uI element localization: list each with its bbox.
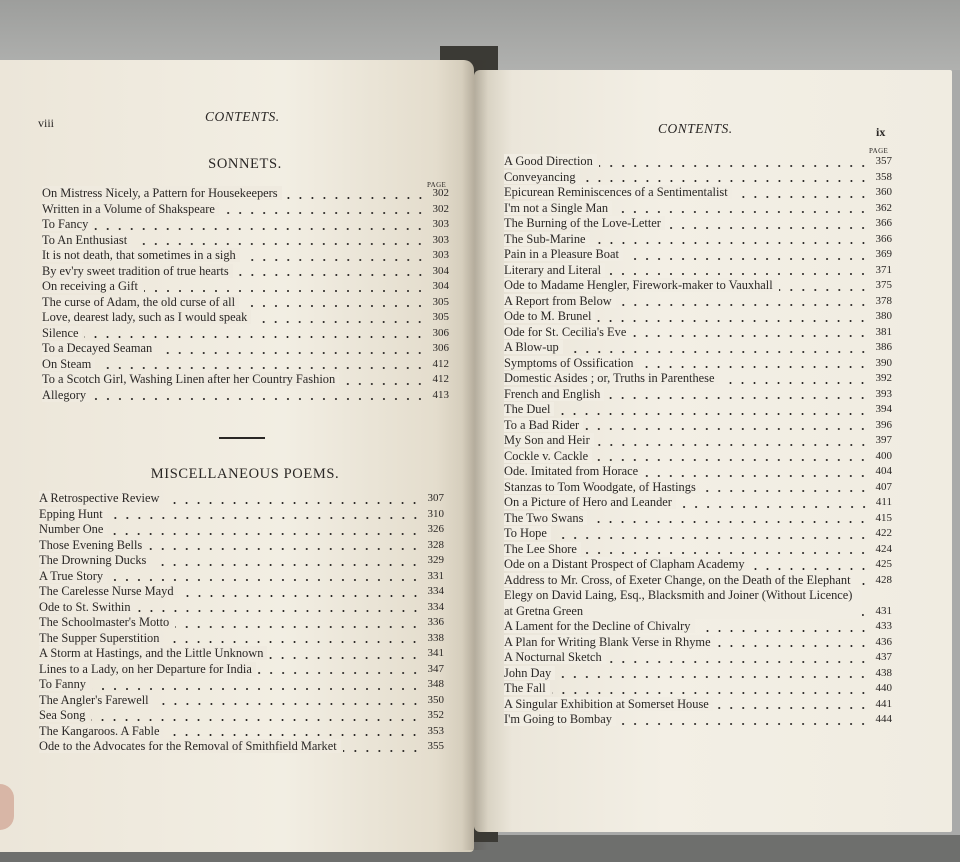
toc-entry <box>504 402 892 418</box>
toc-entry-title: Elegy on David Laing, Esq., Blacksmith and Joiner (Without Licence) at Gretna Green <box>504 588 862 619</box>
toc-entry-page: 347 <box>427 662 444 675</box>
toc-entry <box>42 248 449 264</box>
toc-entry-page: 305 <box>432 295 449 308</box>
toc-entry-page: 306 <box>432 326 449 339</box>
toc-entry <box>42 217 449 233</box>
dot-leader <box>221 212 426 214</box>
toc-entry <box>42 357 449 373</box>
toc-entry-page: 329 <box>427 554 444 566</box>
toc-entry-title: Ode. Imitated from Horace <box>504 464 642 478</box>
dot-leader <box>639 366 869 368</box>
dot-leader <box>678 506 870 508</box>
toc-entry-page: 353 <box>427 724 444 737</box>
toc-entry-title: Ode to Madame Hengler, Firework-maker to Vauxhall <box>504 278 777 292</box>
toc-entry <box>504 697 892 713</box>
dot-leader <box>175 626 421 628</box>
toc-entry-page: 424 <box>875 542 892 555</box>
toc-entry-title: Epicurean Reminiscences of a Sentimentalist <box>504 185 732 199</box>
toc-entry-page: 328 <box>427 538 444 551</box>
toc-entry-title: Ode for St. Cecilia's Eve <box>504 325 630 339</box>
toc-entry-page: 350 <box>427 693 444 706</box>
toc-entry <box>39 646 444 662</box>
toc-entry-title: The Supper Superstition <box>39 631 163 645</box>
toc-entry-title: To a Decayed Seaman <box>42 341 156 355</box>
toc-entry <box>504 449 892 465</box>
toc-entry-title: Symptoms of Ossification <box>504 356 637 370</box>
dot-leader <box>343 750 421 752</box>
toc-entry <box>504 557 892 573</box>
toc-entry <box>504 294 892 310</box>
page-number-left: viii <box>38 116 55 130</box>
dot-leader <box>597 320 869 322</box>
toc-entry-title: The Duel <box>504 402 554 416</box>
dot-leader <box>180 595 421 597</box>
toc-entry-title: Stanzas to Tom Woodgate, of Hastings <box>504 480 700 494</box>
toc-entry-page: 390 <box>875 356 892 369</box>
toc-entry-title: The Angler's Farewell <box>39 693 153 707</box>
toc-entry <box>504 278 892 294</box>
toc-entry-page: 422 <box>875 527 892 539</box>
toc-entry-title: Address to Mr. Cross, of Exeter Change, on the Death of the Elephant <box>504 573 855 587</box>
toc-entry <box>504 154 892 170</box>
toc-entry-page: 381 <box>875 325 892 338</box>
toc-entry <box>42 295 449 311</box>
dot-leader <box>734 196 869 198</box>
toc-entry-page: 338 <box>427 631 444 644</box>
toc-entry-title: To Hope <box>504 526 551 540</box>
toc-entry-page: 444 <box>875 713 892 725</box>
left-page <box>0 60 474 852</box>
toc-entry-page: 302 <box>432 202 449 215</box>
toc-entry-page: 304 <box>432 280 449 292</box>
toc-entry-title: Sea Song <box>39 708 89 722</box>
toc-entry-page: 334 <box>427 585 444 597</box>
dot-leader <box>253 321 426 323</box>
toc-entry <box>504 464 892 480</box>
toc-entry <box>39 693 444 709</box>
dot-leader <box>158 352 426 354</box>
toc-entry-title: To Fanny <box>39 677 90 691</box>
toc-entry-page: 302 <box>432 187 449 199</box>
dot-leader <box>582 180 869 182</box>
toc-entry <box>42 202 449 218</box>
toc-entry <box>504 356 892 372</box>
toc-entry-page: 357 <box>875 155 892 167</box>
toc-entry <box>42 186 449 202</box>
toc-entry-page: 437 <box>875 651 892 663</box>
toc-entry <box>504 418 892 434</box>
toc-entry <box>504 216 892 232</box>
dot-leader <box>583 552 869 554</box>
toc-entry-title: Conveyancing <box>504 170 580 184</box>
dot-leader <box>667 227 869 229</box>
contents-list-right <box>504 154 892 728</box>
dot-leader <box>625 258 869 260</box>
toc-entry-title: The Carelesse Nurse Mayd <box>39 584 178 598</box>
toc-entry <box>39 538 444 554</box>
toc-entry-title: To An Enthusiast <box>42 233 131 247</box>
toc-entry-title: Written in a Volume of Shakspeare <box>42 202 219 216</box>
dot-leader <box>284 197 426 199</box>
dot-leader <box>269 657 421 659</box>
toc-entry-page: 358 <box>875 170 892 183</box>
toc-entry-title: To a Scotch Girl, Washing Linen after her Country Fashion <box>42 372 339 386</box>
dot-leader <box>155 703 421 705</box>
toc-entry-page: 303 <box>432 218 449 230</box>
toc-entry-title: A Retrospective Review <box>39 491 163 505</box>
toc-entry-title: Number One <box>39 522 107 536</box>
toc-entry <box>39 708 444 724</box>
toc-entry-page: 304 <box>432 264 449 277</box>
toc-entry-page: 366 <box>875 217 892 229</box>
toc-entry-title: The curse of Adam, the old curse of all <box>42 295 239 309</box>
dot-leader <box>614 211 869 213</box>
toc-entry-page: 306 <box>432 342 449 354</box>
toc-entry-page: 433 <box>875 620 892 632</box>
dot-leader <box>133 243 426 245</box>
dot-leader <box>857 583 869 585</box>
dot-leader <box>751 568 869 570</box>
toc-entry <box>42 326 449 342</box>
toc-entry-title: The Two Swans <box>504 511 587 525</box>
toc-entry <box>39 569 444 585</box>
toc-entry <box>504 387 892 403</box>
toc-entry-page: 375 <box>875 279 892 291</box>
toc-entry-page: 378 <box>875 294 892 307</box>
toc-entry-title: Literary and Literal <box>504 263 605 277</box>
toc-entry-title: The Drowning Ducks <box>39 553 150 567</box>
toc-entry-title: On Steam <box>42 357 95 371</box>
toc-entry-title: I'm not a Single Man <box>504 201 612 215</box>
toc-entry-title: John Day <box>504 666 555 680</box>
toc-entry <box>39 553 444 569</box>
toc-entry <box>504 480 892 496</box>
toc-entry-title: On receiving a Gift <box>42 279 142 293</box>
toc-entry-page: 366 <box>875 232 892 245</box>
toc-entry-title: The Schoolmaster's Motto <box>39 615 173 629</box>
page-column-label-left: PAGE <box>427 181 447 189</box>
dot-leader <box>557 676 869 678</box>
toc-entry-page: 334 <box>427 600 444 613</box>
toc-entry <box>504 542 892 558</box>
dot-leader <box>109 517 421 519</box>
toc-entry-page: 341 <box>427 647 444 659</box>
toc-entry-title: On Mistress Nicely, a Pattern for Housekeepers <box>42 186 282 200</box>
toc-entry <box>39 739 444 755</box>
toc-entry-title: Those Evening Bells <box>39 538 146 552</box>
dot-leader <box>152 564 421 566</box>
toc-entry-title: A Nocturnal Sketch <box>504 650 606 664</box>
toc-entry-title: A Good Direction <box>504 154 597 168</box>
toc-entry <box>42 372 449 388</box>
toc-entry-title: Ode to St. Swithin <box>39 600 135 614</box>
toc-entry-page: 355 <box>427 740 444 752</box>
toc-entry-page: 396 <box>875 418 892 431</box>
toc-entry <box>504 232 892 248</box>
page-number-right: ix <box>876 125 886 139</box>
toc-entry-page: 425 <box>875 558 892 570</box>
toc-entry-page: 404 <box>875 465 892 477</box>
toc-entry-title: Cockle v. Cackle <box>504 449 592 463</box>
toc-entry-page: 440 <box>875 682 892 694</box>
toc-entry <box>42 264 449 280</box>
toc-entry-page: 394 <box>875 403 892 415</box>
dot-leader <box>109 533 421 535</box>
toc-entry <box>42 310 449 326</box>
toc-entry-page: 436 <box>875 635 892 648</box>
toc-entry <box>39 724 444 740</box>
toc-entry <box>504 433 892 449</box>
toc-entry <box>504 650 892 666</box>
toc-entry-title: Epping Hunt <box>39 507 107 521</box>
toc-entry-page: 362 <box>875 201 892 214</box>
dot-leader <box>137 610 421 612</box>
toc-entry <box>42 233 449 249</box>
toc-entry <box>504 681 892 697</box>
toc-entry-title: The Lee Shore <box>504 542 581 556</box>
toc-entry-page: 360 <box>875 186 892 198</box>
dot-leader <box>92 398 426 400</box>
toc-entry-page: 369 <box>875 248 892 260</box>
dot-leader <box>779 289 869 291</box>
toc-entry-page: 326 <box>427 523 444 535</box>
dot-leader <box>717 645 869 647</box>
toc-entry-title: I'm Going to Bombay <box>504 712 616 726</box>
dot-leader <box>165 502 421 504</box>
toc-entry-title: Lines to a Lady, on her Departure for India <box>39 662 256 676</box>
running-head-right: CONTENTS. <box>658 121 733 136</box>
dot-leader <box>702 490 869 492</box>
dot-leader <box>606 397 869 399</box>
toc-entry-page: 336 <box>427 616 444 628</box>
running-head-left: CONTENTS. <box>205 109 280 124</box>
dot-leader <box>596 444 869 446</box>
toc-entry-title: Ode to the Advocates for the Removal of Smithfield Market <box>39 739 341 753</box>
dot-leader <box>585 428 869 430</box>
toc-entry <box>39 522 444 538</box>
toc-entry-page: 412 <box>432 357 449 370</box>
toc-entry <box>504 635 892 651</box>
toc-entry-title: The Burning of the Love-Letter <box>504 216 665 230</box>
toc-entry-page: 428 <box>875 573 892 586</box>
toc-entry-page: 307 <box>427 492 444 504</box>
toc-entry <box>504 371 892 387</box>
toc-entry-title: Pain in a Pleasure Boat <box>504 247 623 261</box>
toc-entry-page: 371 <box>875 263 892 276</box>
dot-leader <box>94 228 426 230</box>
toc-entry-page: 392 <box>875 372 892 384</box>
toc-entry-page: 397 <box>875 434 892 446</box>
toc-entry <box>504 495 892 511</box>
toc-entry-title: Domestic Asides ; or, Truths in Parenthese <box>504 371 718 385</box>
toc-entry <box>39 600 444 616</box>
dot-leader <box>553 537 869 539</box>
dot-leader <box>589 521 869 523</box>
toc-entry-title: A Report from Below <box>504 294 616 308</box>
toc-entry-page: 441 <box>875 697 892 710</box>
toc-entry-title: It is not death, that sometimes in a sigh <box>42 248 240 262</box>
toc-entry-page: 411 <box>875 496 892 508</box>
toc-entry-page: 438 <box>875 666 892 679</box>
toc-entry-title: A Singular Exhibition at Somerset House <box>504 697 713 711</box>
dot-leader <box>618 723 869 725</box>
gutter-shadow <box>462 60 488 850</box>
dot-leader <box>84 336 426 338</box>
toc-entry-page: 303 <box>432 249 449 261</box>
dot-leader <box>556 413 869 415</box>
dot-leader <box>109 579 421 581</box>
toc-entry-page: 415 <box>875 511 892 524</box>
toc-entry <box>504 511 892 527</box>
toc-entry <box>39 507 444 523</box>
dot-leader <box>599 165 869 167</box>
dot-leader <box>144 290 426 292</box>
dot-leader <box>552 692 869 694</box>
dot-leader <box>235 274 426 276</box>
dot-leader <box>715 707 869 709</box>
toc-entry-title: The Kangaroos. A Fable <box>39 724 163 738</box>
toc-entry <box>39 584 444 600</box>
toc-entry <box>504 666 892 682</box>
toc-entry-page: 305 <box>432 311 449 323</box>
dot-leader <box>92 688 421 690</box>
dot-leader <box>91 719 421 721</box>
toc-entry <box>504 309 892 325</box>
dot-leader <box>608 661 869 663</box>
dot-leader <box>341 383 426 385</box>
thumb <box>0 784 14 830</box>
toc-entry <box>39 491 444 507</box>
toc-entry-title: A True Story <box>39 569 107 583</box>
toc-entry <box>504 185 892 201</box>
toc-entry-page: 393 <box>875 387 892 400</box>
dot-leader <box>148 548 421 550</box>
toc-entry <box>504 247 892 263</box>
toc-entry-title: My Son and Heir <box>504 433 594 447</box>
toc-entry-title: On a Picture of Hero and Leander <box>504 495 676 509</box>
dot-leader <box>242 259 426 261</box>
toc-entry <box>504 340 892 356</box>
toc-entry-title: Love, dearest lady, such as I would speak <box>42 310 251 324</box>
dot-leader <box>258 672 421 674</box>
dot-leader <box>720 382 869 384</box>
toc-entry-title: Allegory <box>42 388 90 402</box>
toc-entry <box>42 341 449 357</box>
toc-entry-page: 303 <box>432 233 449 246</box>
toc-entry <box>39 662 444 678</box>
toc-entry-title: To Fancy <box>42 217 92 231</box>
toc-entry <box>504 619 892 635</box>
toc-entry-title: A Plan for Writing Blank Verse in Rhyme <box>504 635 715 649</box>
toc-entry-title: By ev'ry sweet tradition of true hearts <box>42 264 233 278</box>
toc-entry-page: 413 <box>432 388 449 401</box>
toc-entry-title: To a Bad Rider <box>504 418 583 432</box>
dot-leader <box>632 335 869 337</box>
toc-entry <box>504 170 892 186</box>
toc-entry-page: 348 <box>427 678 444 690</box>
toc-entry-page: 352 <box>427 709 444 721</box>
toc-entry <box>39 615 444 631</box>
toc-entry-page: 431 <box>875 604 892 617</box>
toc-entry <box>39 631 444 647</box>
toc-entry-title: The Sub-Marine <box>504 232 590 246</box>
toc-entry <box>42 279 449 295</box>
section-divider <box>219 437 265 439</box>
dot-leader <box>165 641 421 643</box>
dot-leader <box>241 305 426 307</box>
dot-leader <box>697 630 870 632</box>
toc-entry-title: Silence <box>42 326 82 340</box>
toc-entry <box>504 263 892 279</box>
toc-entry-page: 380 <box>875 310 892 322</box>
toc-entry-page: 400 <box>875 449 892 462</box>
toc-entry-page: 412 <box>432 373 449 385</box>
right-page <box>474 70 952 832</box>
toc-entry <box>39 677 444 693</box>
dot-leader <box>607 273 869 275</box>
section-title-sonnets: SONNETS. <box>208 156 282 172</box>
dot-leader <box>594 459 869 461</box>
toc-entry-title: A Lament for the Decline of Chivalry <box>504 619 695 633</box>
sonnets-list <box>42 186 449 403</box>
toc-entry-title: Ode to M. Brunel <box>504 309 595 323</box>
toc-entry <box>504 573 892 589</box>
toc-entry <box>504 712 892 728</box>
toc-entry-page: 310 <box>427 507 444 520</box>
toc-entry-page: 331 <box>427 569 444 582</box>
toc-entry-title: A Storm at Hastings, and the Little Unknown <box>39 646 267 660</box>
toc-entry-title: A Blow-up <box>504 340 563 354</box>
toc-entry-title: Ode on a Distant Prospect of Clapham Academy <box>504 557 749 571</box>
toc-entry <box>504 526 892 542</box>
toc-entry <box>42 388 449 404</box>
dot-leader <box>565 351 869 353</box>
toc-entry-title: French and English <box>504 387 604 401</box>
dot-leader <box>97 367 426 369</box>
dot-leader <box>165 734 421 736</box>
toc-entry-page: 386 <box>875 341 892 353</box>
toc-entry <box>504 201 892 217</box>
toc-entry-title: The Fall <box>504 681 550 695</box>
toc-entry-page: 407 <box>875 480 892 493</box>
toc-entry <box>504 325 892 341</box>
toc-entry <box>504 588 892 619</box>
dot-leader <box>644 475 869 477</box>
dot-leader <box>618 304 869 306</box>
section-title-miscellaneous: MISCELLANEOUS POEMS. <box>150 466 340 482</box>
dot-leader <box>592 242 869 244</box>
miscellaneous-list <box>39 491 444 755</box>
page-column-label-right: PAGE <box>869 147 889 155</box>
